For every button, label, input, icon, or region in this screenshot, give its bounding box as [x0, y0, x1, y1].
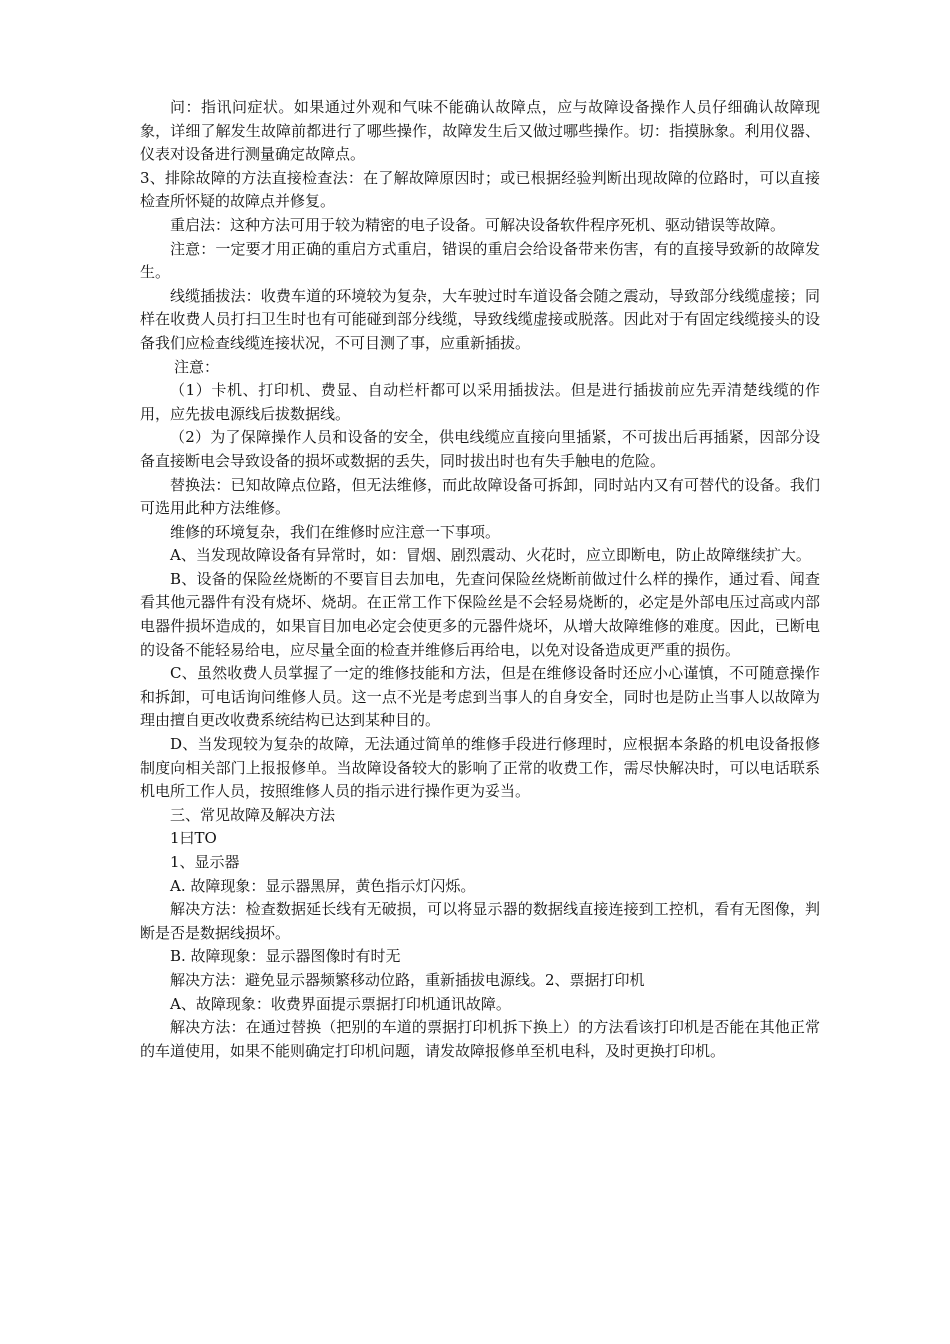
paragraph-note-1: （1）卡机、打印机、费显、自动栏杆都可以采用插拔法。但是进行插拔前应先弄清楚线缆的作用，应先拔电源线后拔数据线。	[140, 381, 820, 423]
paragraph-direct-check: 3、排除故障的方法直接检查法：在了解故障原因时；或已根据经验判断出现故障的位路时，可以直接检查所怀疑的故障点并修复。	[140, 168, 820, 211]
paragraph-monitor-solution-a: 解决方法：检查数据延长线有无破损，可以将显示器的数据线直接连接到工控机，看有无图像，判断是否是数据线损坏。	[140, 900, 820, 942]
paragraph-item-d: D、当发现较为复杂的故障，无法通过简单的维修手段进行修理时，应根据本条路的机电设备报修制度向相关部门上报报修单。当故障设备较大的影响了正常的收费工作，需尽快解决时，可以电话联系机电所工作人员，按照维修人员的指示进行操作更为妥当。	[140, 735, 820, 801]
paragraph-monitor-solution-b: 解决方法：避免显示器频繁移动位路，重新插拔电源线。2、票据打印机	[170, 970, 645, 989]
section-heading-common-faults: 三、常见故障及解决方法	[170, 805, 336, 824]
paragraph-item-c: C、虽然收费人员掌握了一定的维修技能和方法，但是在维修设备时还应小心谨慎，不可随意操作和拆卸，可电话询问维修人员。这一点不光是考虑到当事人的自身安全，同时也是防止当事人以故障为理由擅自更改收费系统结构已达到某种目的。	[140, 664, 820, 730]
paragraph-item-a: A、当发现故障设备有异常时，如：冒烟、剧烈震动、火花时，应立即断电，防止故障继续扩大。	[170, 546, 811, 565]
paragraph-note-heading: 注意：	[174, 357, 220, 376]
paragraph-item-b: B、设备的保险丝烧断的不要盲目去加电，先查问保险丝烧断前做过什么样的操作，通过看、闻查看其他元器件有没有烧坏、烧胡。在正常工作下保险丝是不会轻易烧断的，必定是外部电压过高或内部电器件损坏造成的，如果盲目加电必定会使更多的元器件烧坏，从增大故障维修的难度。因此，已断电的设备不能轻易给电，应尽量全面的检查并维修后再给电，以免对设备造成更严重的损伤。	[140, 569, 820, 659]
paragraph-wen: 问：指讯问症状。如果通过外观和气味不能确认故障点，应与故障设备操作人员仔细确认故障现象，详细了解发生故障前都进行了哪些操作，故障发生后又做过哪些操作。切：指摸脉象。利用仪器、仪表对设备进行测量确定故障点。	[140, 98, 820, 164]
paragraph-printer-solution-a: 解决方法：在通过替换（把别的车道的票据打印机拆下换上）的方法看该打印机是否能在其他正常的车道使用，如果不能则确定打印机问题，请发故障报修单至机电科，及时更换打印机。	[140, 1018, 820, 1060]
paragraph-cable-plug: 线缆插拔法：收费车道的环境较为复杂，大车驶过时车道设备会随之震动，导致部分线缆虚接；同样在收费人员打扫卫生时也有可能碰到部分线缆，导致线缆虚接或脱落。因此对于有固定线缆接头的设备我们应检查线缆连接状况，不可目测了事，应重新插拔。	[140, 286, 820, 352]
paragraph-restart: 重启法：这种方法可用于较为精密的电子设备。可解决设备软件程序死机、驱动错误等故障。	[170, 215, 786, 234]
paragraph-restart-note: 注意：一定要才用正确的重启方式重启，错误的重启会给设备带来伤害，有的直接导致新的故障发生。	[140, 239, 820, 282]
paragraph-note-2: （2）为了保障操作人员和设备的安全，供电线缆应直接向里插紧，不可拔出后再插紧，因部分设备直接断电会导致设备的损坏或数据的丢失，同时拔出时也有失手触电的危险。	[140, 428, 820, 470]
document-page	[140, 96, 820, 1063]
paragraph-maintenance-env: 维修的环境复杂，我们在维修时应注意一下事项。	[170, 522, 501, 541]
paragraph-garbled-line: 1曰TO	[170, 829, 217, 848]
paragraph-monitor-fault-b: B. 故障现象：显示器图像时有时无	[170, 947, 401, 966]
paragraph-printer-fault-a: A、故障现象：收费界面提示票据打印机通讯故障。	[170, 994, 511, 1013]
paragraph-replace: 替换法：已知故障点位路，但无法维修，而此故障设备可拆卸，同时站内又有可替代的设备。我们可选用此种方法维修。	[140, 475, 820, 518]
paragraph-monitor-fault-a: A. 故障现象：显示器黑屏，黄色指示灯闪烁。	[170, 876, 476, 895]
subheading-monitor: 1、显示器	[170, 853, 240, 871]
